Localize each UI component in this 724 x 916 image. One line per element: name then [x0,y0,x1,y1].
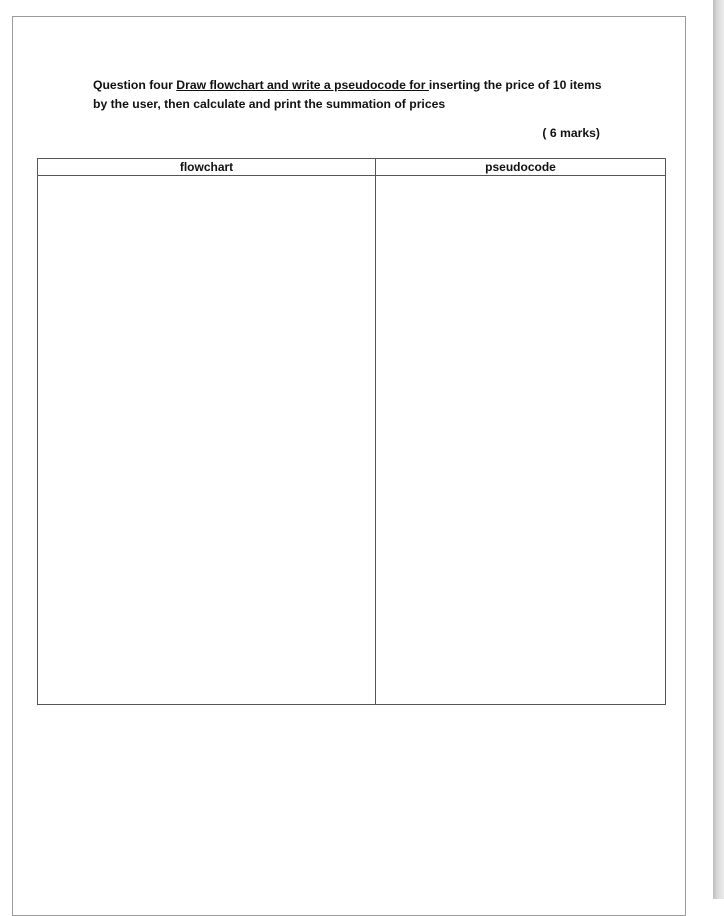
pseudocode-header: pseudocode [376,159,666,176]
question-task-line1: inserting the price of 10 items [428,78,602,92]
window-edge-shadow [713,0,724,899]
question-marks: ( 6 marks) [542,126,600,140]
question-instruction: Draw flowchart and write a pseudocode for [176,78,429,92]
flowchart-header: flowchart [38,159,376,176]
answer-table [37,158,666,705]
answer-table-header-row [38,159,666,176]
question-task-line2: by the user, then calculate and print the summation of prices [93,97,446,111]
question-label: Question four [93,78,177,92]
pseudocode-answer-cell[interactable] [376,176,666,705]
question-text [93,76,653,114]
flowchart-answer-cell[interactable] [38,176,376,705]
answer-table-body-row [38,176,666,705]
